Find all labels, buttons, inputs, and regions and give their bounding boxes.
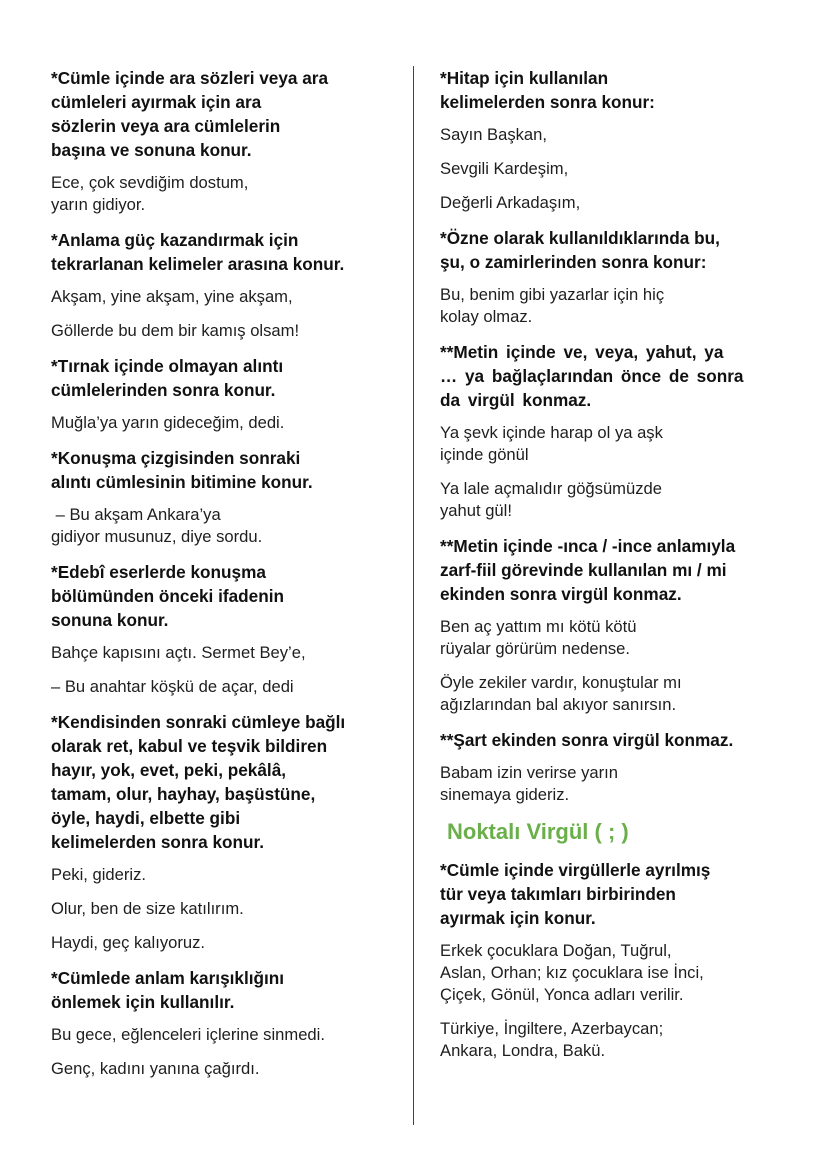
example-sentence bbox=[51, 932, 401, 954]
example-sentence bbox=[440, 422, 785, 466]
rule-text bbox=[440, 858, 785, 930]
text-line: Öyle zekiler vardır, konuştular mı bbox=[440, 673, 682, 692]
rule-text bbox=[51, 354, 401, 402]
text-line: gidiyor musunuz, diye sordu. bbox=[51, 527, 263, 546]
text-line: *Konuşma çizgisinden sonraki bbox=[51, 448, 301, 468]
text-line: *Özne olarak kullanıldıklarında bu, bbox=[440, 228, 720, 248]
text-line: kelimelerden sonra konur. bbox=[51, 832, 265, 852]
rule-text bbox=[51, 966, 401, 1014]
text-line: sonuna konur. bbox=[51, 610, 169, 630]
rule-text bbox=[51, 710, 401, 854]
text-line: Bu gece, eğlenceleri içlerine sinmedi. bbox=[51, 1025, 325, 1044]
text-line: Bahçe kapısını açtı. Sermet Bey’e, bbox=[51, 643, 306, 662]
text-line: Ankara, Londra, Bakü. bbox=[440, 1041, 606, 1060]
text-line: **Şart ekinden sonra virgül konmaz. bbox=[440, 730, 734, 750]
text-line: yarın gidiyor. bbox=[51, 195, 146, 214]
text-line: – Bu anahtar köşkü de açar, dedi bbox=[51, 677, 294, 696]
text-line: **Metin içinde -ınca / -ince anlamıyla bbox=[440, 536, 736, 556]
rule-text bbox=[51, 66, 401, 162]
text-line: ağızlarından bal akıyor sanırsın. bbox=[440, 695, 677, 714]
text-line: Değerli Arkadaşım, bbox=[440, 193, 581, 212]
text-line: Genç, kadını yanına çağırdı. bbox=[51, 1059, 260, 1078]
example-sentence bbox=[51, 676, 401, 698]
example-sentence bbox=[440, 284, 785, 328]
text-line: sinemaya gideriz. bbox=[440, 785, 570, 804]
text-line: şu, o zamirlerinden sonra konur: bbox=[440, 252, 707, 272]
text-line: tamam, olur, hayhay, başüstüne, bbox=[51, 784, 316, 804]
rule-text bbox=[440, 66, 785, 114]
example-sentence bbox=[51, 642, 401, 664]
rule-text bbox=[440, 340, 785, 412]
text-line: – Bu akşam Ankara’ya bbox=[51, 505, 221, 524]
text-line: önlemek için kullanılır. bbox=[51, 992, 235, 1012]
example-sentence bbox=[440, 940, 785, 1006]
example-sentence bbox=[440, 478, 785, 522]
text-line: cümlelerinden sonra konur. bbox=[51, 380, 276, 400]
rule-text bbox=[440, 728, 785, 752]
text-line: Erkek çocuklara Doğan, Tuğrul, bbox=[440, 941, 672, 960]
text-line: Sevgili Kardeşim, bbox=[440, 159, 569, 178]
text-line: Ece, çok sevdiğim dostum, bbox=[51, 173, 249, 192]
text-line: Ya şevk içinde harap ol ya aşk bbox=[440, 423, 663, 442]
text-line: *Cümle içinde virgüllerle ayrılmış bbox=[440, 860, 711, 880]
example-sentence bbox=[51, 864, 401, 886]
text-line: da virgül konmaz. bbox=[440, 390, 592, 410]
example-sentence bbox=[440, 158, 785, 180]
text-line: Ya lale açmalıdır göğsümüzde bbox=[440, 479, 662, 498]
right-column bbox=[440, 66, 785, 1074]
example-sentence bbox=[51, 1024, 401, 1046]
column-divider bbox=[413, 66, 414, 1125]
text-line: Haydi, geç kalıyoruz. bbox=[51, 933, 206, 952]
text-line: kolay olmaz. bbox=[440, 307, 533, 326]
text-line: içinde gönül bbox=[440, 445, 529, 464]
example-sentence bbox=[51, 412, 401, 434]
text-line: Akşam, yine akşam, yine akşam, bbox=[51, 287, 293, 306]
text-line: rüyalar görürüm nedense. bbox=[440, 639, 631, 658]
text-line: *Anlama güç kazandırmak için bbox=[51, 230, 299, 250]
example-sentence bbox=[440, 1018, 785, 1062]
text-line: Muğla’ya yarın gideceğim, dedi. bbox=[51, 413, 285, 432]
text-line: *Tırnak içinde olmayan alıntı bbox=[51, 356, 284, 376]
text-line: *Cümle içinde ara sözleri veya ara bbox=[51, 68, 329, 88]
text-line: Sayın Başkan, bbox=[440, 125, 548, 144]
left-column bbox=[51, 66, 401, 1092]
text-line: Babam izin verirse yarın bbox=[440, 763, 618, 782]
text-line: tekrarlanan kelimeler arasına konur. bbox=[51, 254, 345, 274]
text-line: Peki, gideriz. bbox=[51, 865, 146, 884]
text-line: Göllerde bu dem bir kamış olsam! bbox=[51, 321, 300, 340]
text-line: Aslan, Orhan; kız çocuklara ise İnci, bbox=[440, 963, 704, 982]
text-line: ekinden sonra virgül konmaz. bbox=[440, 584, 682, 604]
example-sentence bbox=[51, 286, 401, 308]
text-line: Bu, benim gibi yazarlar için hiç bbox=[440, 285, 665, 304]
text-line: **Metin içinde ve, veya, yahut, ya bbox=[440, 342, 724, 362]
text-line: *Kendisinden sonraki cümleye bağlı bbox=[51, 712, 346, 732]
text-line: sözlerin veya ara cümlelerin bbox=[51, 116, 281, 136]
section-heading bbox=[447, 818, 785, 846]
text-line: *Cümlede anlam karışıklığını bbox=[51, 968, 285, 988]
text-line: bölümünden önceki ifadenin bbox=[51, 586, 284, 606]
text-line: kelimelerden sonra konur: bbox=[440, 92, 655, 112]
text-line: tür veya takımları birbirinden bbox=[440, 884, 676, 904]
text-line: cümleleri ayırmak için ara bbox=[51, 92, 262, 112]
text-line: *Edebî eserlerde konuşma bbox=[51, 562, 266, 582]
text-line: Noktalı Virgül ( ; ) bbox=[447, 819, 629, 844]
text-line: zarf-fiil görevinde kullanılan mı / mi bbox=[440, 560, 727, 580]
example-sentence bbox=[440, 124, 785, 146]
example-sentence bbox=[51, 1058, 401, 1080]
text-line: başına ve sonuna konur. bbox=[51, 140, 252, 160]
text-line: ayırmak için konur. bbox=[440, 908, 596, 928]
example-sentence bbox=[51, 320, 401, 342]
example-sentence bbox=[51, 898, 401, 920]
text-line: olarak ret, kabul ve teşvik bildiren bbox=[51, 736, 328, 756]
example-sentence bbox=[440, 672, 785, 716]
example-sentence bbox=[51, 172, 401, 216]
text-line: Ben aç yattım mı kötü kötü bbox=[440, 617, 637, 636]
text-line: alıntı cümlesinin bitimine konur. bbox=[51, 472, 313, 492]
rule-text bbox=[51, 560, 401, 632]
text-line: hayır, yok, evet, peki, pekâlâ, bbox=[51, 760, 287, 780]
example-sentence bbox=[51, 504, 401, 548]
rule-text bbox=[440, 534, 785, 606]
text-line: … ya bağlaçlarından önce de sonra bbox=[440, 366, 744, 386]
text-line: Olur, ben de size katılırım. bbox=[51, 899, 244, 918]
example-sentence bbox=[440, 192, 785, 214]
rule-text bbox=[51, 228, 401, 276]
text-line: Türkiye, İngiltere, Azerbaycan; bbox=[440, 1019, 664, 1038]
text-line: yahut gül! bbox=[440, 501, 512, 520]
rule-text bbox=[51, 446, 401, 494]
example-sentence bbox=[440, 762, 785, 806]
text-line: *Hitap için kullanılan bbox=[440, 68, 609, 88]
text-line: Çiçek, Gönül, Yonca adları verilir. bbox=[440, 985, 684, 1004]
text-line: öyle, haydi, elbette gibi bbox=[51, 808, 241, 828]
rule-text bbox=[440, 226, 785, 274]
example-sentence bbox=[440, 616, 785, 660]
